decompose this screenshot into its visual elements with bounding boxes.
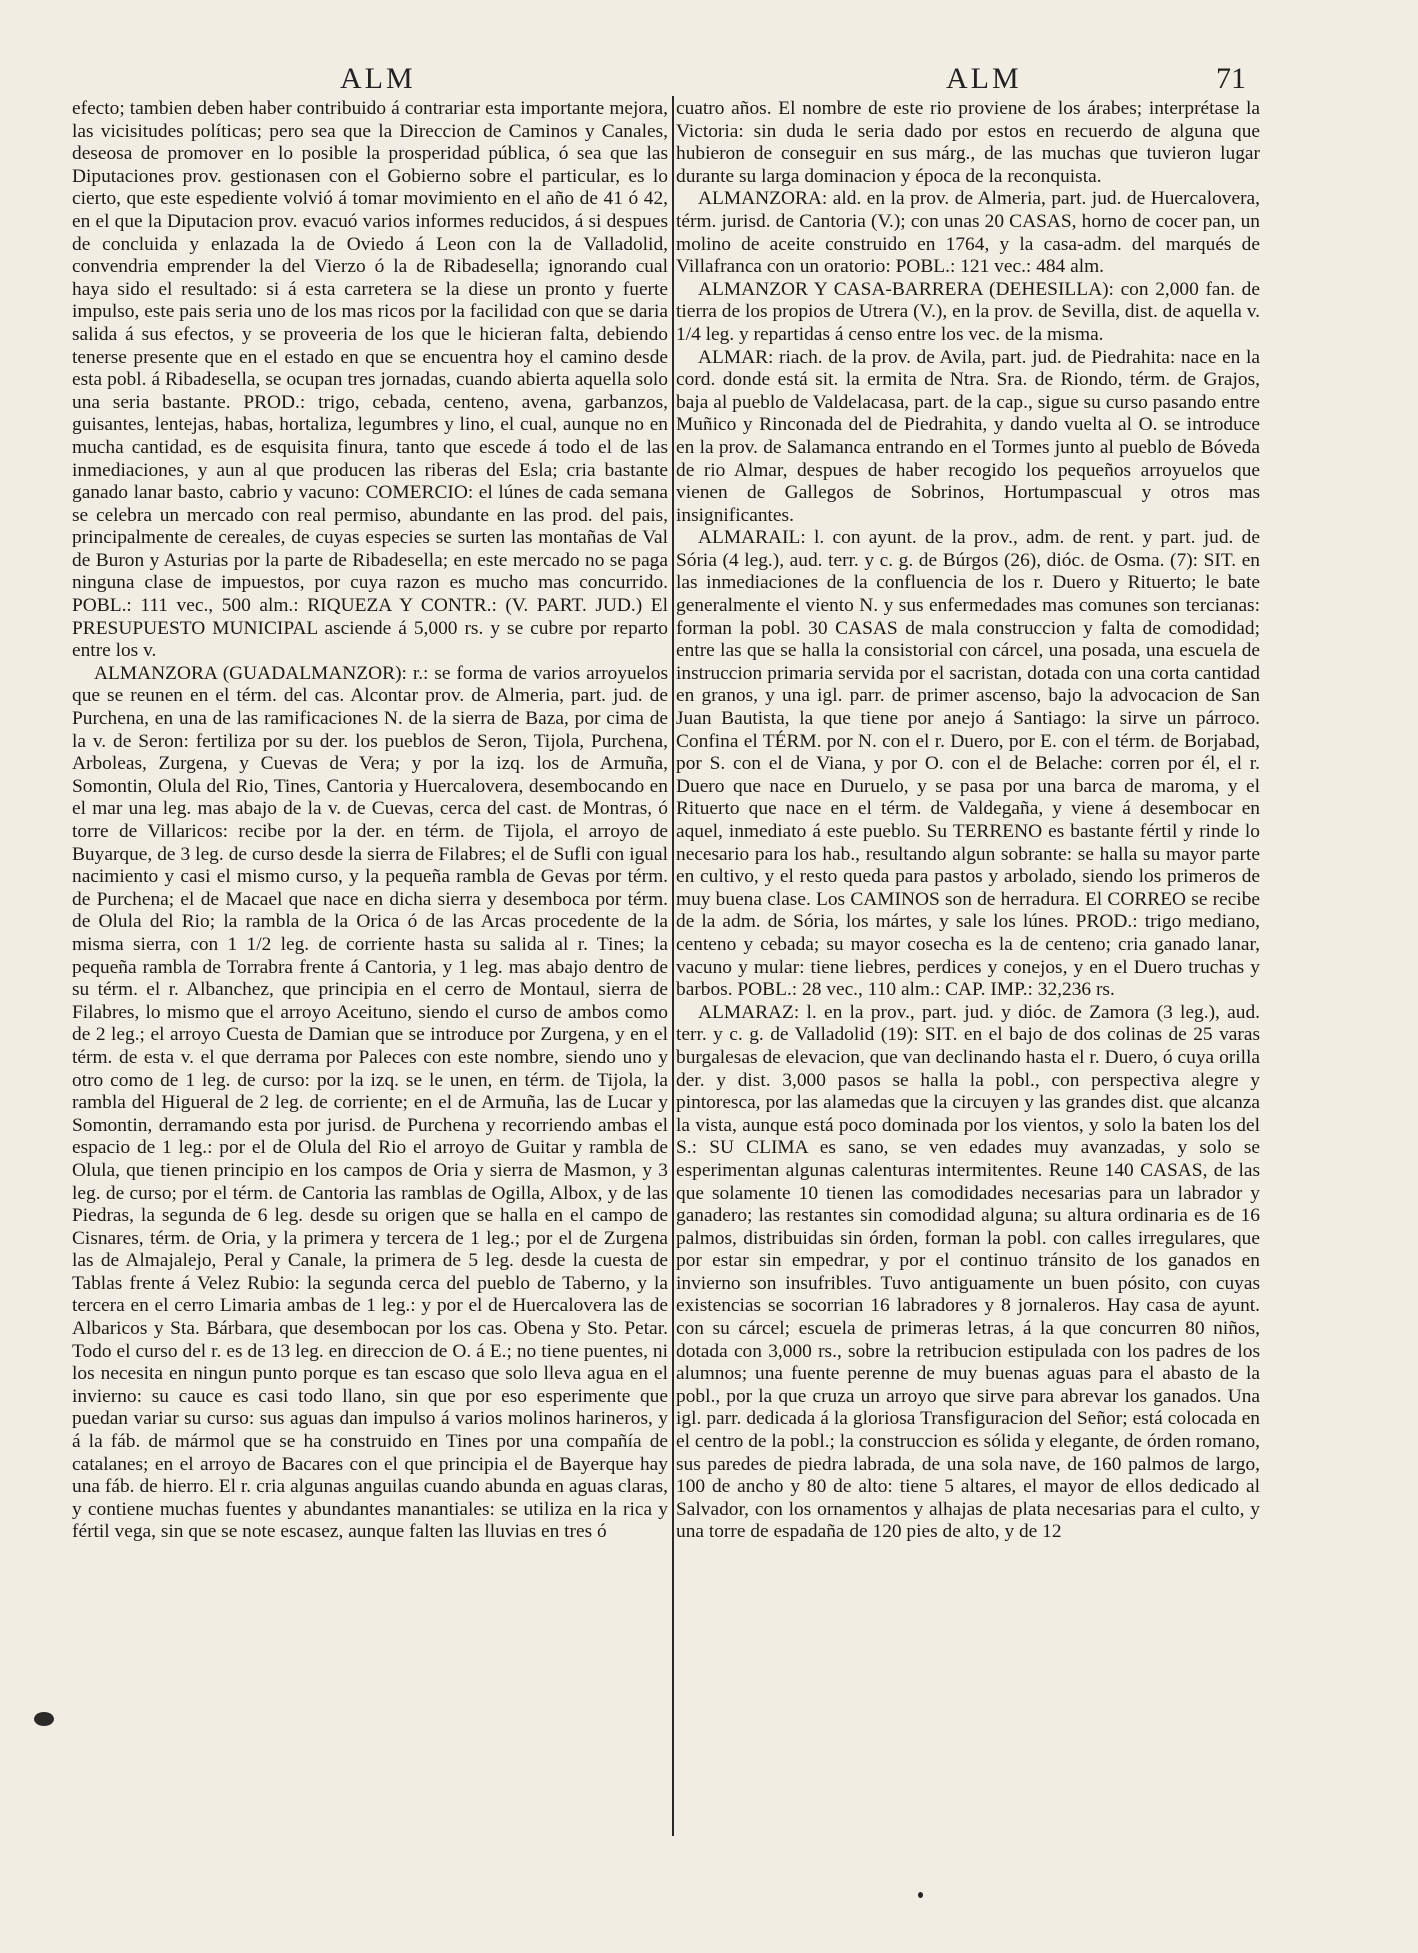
paragraph-continuation: cuatro años. El nombre de este rio proviene de los árabes; interprétase la Victoria: sin duda le seria dado por estos en recuerdo de alguna que hubieron de conseguir en sus márg., de las muchas que tuvieron lugar durante su larga dominacion y época de la reconquista.	[676, 98, 1260, 187]
entry-almanzora-river: ALMANZORA (GUADALMANZOR): r.: se forma de varios arroyuelos que se reunen en el térm. del cas. Alcontar prov. de Almeria, part. jud. de Purchena, en una de las ramificaciones N. de la sierra de Baza, por cima de la v. de Seron: fertiliza por su der. los pueblos de Seron, Tijola, Purchena, Arboleas, Zurgena, y Cuevas de Vera; y por la izq. los de Armuña, Somontin, Olula del Rio, Tines, Cantoria y Huercalovera, desembocando en el mar una leg. mas abajo de la v. de Cuevas, cerca del cast. de Montras, ó torre de Villaricos: recibe por la der. en térm. de Tijola, el arroyo de Buyarque, de 3 leg. de curso desde la sierra de Filabres; el de Sufli con igual nacimiento y casi el mismo curso, y la pequeña rambla de Gevas por térm. de Purchena; el de Macael que nace en dicha sierra y desemboca por térm. de Olula del Rio; la rambla de la Orica ó de las Arcas procedente de la misma sierra, con 1 1/2 leg. de corriente hasta su salida al r. Tines; la pequeña rambla de Torrabra frente á Cantoria, y 1 leg. mas abajo dentro de su térm. el r. Albanchez, que principia en el cerro de Montaul, sierra de Filabres, lo mismo que el arroyo Aceituno, siendo el curso de ambos como de 2 leg.; el arroyo Cuesta de Damian que se introduce por Zurgena, y en el térm. de esta v. el que derrama por Paleces con este nombre, siendo uno y otro como de 1 leg. de curso: por la izq. se le unen, en térm. de Tijola, la rambla del Higueral de 2 leg. de corriente; en el de Armuña, las de Lucar y Somontin, derramando esta por jurisd. de Purchena y recorriendo ambas el espacio de 1 leg.: por el de Olula del Rio el arroyo de Guitar y rambla de Olula, que tienen principio en los campos de Oria y sierra de Masmon, y 3 leg. de curso; por el térm. de Cantoria las ramblas de Ogilla, Albox, y de las Piedras, la segunda de 6 leg. desde su origen que se halla en el campo de Cisnares, térm. de Oria, y la primera y tercera de 1 leg.; por el de Zurgena las de Almajalejo, Peral y Canale, la primera de 5 leg. desde la cuesta de Tablas frente á Velez Rubio: la segunda cerca del pueblo de Taberno, y la tercera en el cerro Limaria ambas de 1 leg.: y por el de Huercalovera las de Albaricos y Sta. Bárbara, que desembocan por los cas. Obena y Sto. Petar. Todo el curso del r. es de 13 leg. en direccion de O. á E.; no tiene puentes, ni los necesita en ningun punto porque es tan escaso que solo lleva agua en el invierno: su cauce es casi todo llano, sin que por eso esperimente que puedan variar su curso: sus aguas dan impulso á varios molinos harineros, y á la fáb. de mármol que se ha construido en Tines por una compañía de catalanes; en el arroyo de Bacares con el que principia el de Bayerque hay una fáb. de hierro. El r. cria algunas anguilas cuando abunda en aguas claras, y contiene muchas fuentes y abundantes manantiales: se utiliza en la rica y fértil vega, sin que se note escasez, aunque falten las lluvias en tres ó	[72, 662, 668, 1543]
running-head-left: ALM	[340, 62, 416, 95]
entry-almanzora-aldea: ALMANZORA: ald. en la prov. de Almeria, part. jud. de Huercalovera, térm. jurisd. de Cantoria (V.); con unas 20 CASAS, horno de cocer pan, un molino de aceite construido en 1764, y la casa-adm. del marqués de Villafranca con un oratorio: POBL.: 121 vec.: 484 alm.	[676, 188, 1260, 278]
printer-mark	[918, 1892, 923, 1898]
right-column	[676, 98, 1260, 1544]
left-column	[72, 98, 668, 1544]
entry-almanzor-casa-barrera: ALMANZOR Y CASA-BARRERA (DEHESILLA): con 2,000 fan. de tierra de los propios de Utrera (V.), en la prov. de Sevilla, dist. de aquella v. 1/4 leg. y repartidas á censo entre los vec. de la misma.	[676, 278, 1260, 345]
entry-almar: ALMAR: riach. de la prov. de Avila, part. jud. de Piedrahita: nace en la cord. donde está sit. la ermita de Ntra. Sra. de Riondo, térm. de Grajos, baja al pueblo de Valdelacasa, part. de la cap., sigue su curso pasando entre Muñico y Rinconada del de Piedrahita, y dando vuelta al O. se introduce en la prov. de Salamanca entrando en el Tormes junto al pueblo de Bóveda de rio Almar, despues de haber recogido los pequeños arroyuelos que vienen de Gallegos de Sobrinos, Hortumpascual y otros mas insignificantes.	[676, 346, 1260, 526]
page-number: 71	[1216, 62, 1246, 95]
entry-almaraz: ALMARAZ: l. en la prov., part. jud. y dióc. de Zamora (3 leg.), aud. terr. y c. g. de Valladolid (19): SIT. en el bajo de dos colinas de 25 varas burgalesas de elevacion, que van declinando hasta el r. Duero, ó cuya orilla der. y dist. 3,000 pasos se halla la pobl., con perspectiva alegre y pintoresca, por las alamedas que la circuyen y las grandes dist. que alcanza la vista, aunque está poco dominada por los vientos, y solo la baten los del S.: SU CLIMA es sano, se ven edades muy avanzadas, y solo se esperimentan algunas calenturas intermitentes. Reune 140 CASAS, de las que solamente 10 tienen las comodidades necesarias para un labrador y ganadero; las restantes sin comodidad alguna; su altura ordinaria es de 16 palmos, distribuidas sin órden, forman la pobl. con calles irregulares, que por estar sin empedrar, y por el continuo tránsito de los ganados en invierno son insufribles. Tuvo antiguamente un buen pósito, con cuyas existencias se socorrian 16 labradores y 8 jornaleros. Hay casa de ayunt. con su cárcel; escuela de primeras letras, á la que concurren 80 niños, dotada con 3,000 rs., sobre la retribucion estipulada con los padres de los alumnos; una fuente perenne de muy buenas aguas para el abasto de la pobl., por la que cruza un arroyo que sirve para abrevar los ganados. Una igl. parr. dedicada á la gloriosa Transfiguracion del Señor; está colocada en el centro de la pobl.; la construccion es sólida y elegante, de órden romano, sus paredes de piedra labrada, de una sola nave, de 160 palmos de largo, 100 de ancho y 80 de alto: tiene 5 altares, el mayor de ellos dedicado al Salvador, con los ornamentos y alhajas de plata necesarias para el culto, y una torre de espadaña de 120 pies de alto, y de 12	[676, 1001, 1260, 1543]
entry-almarail: ALMARAIL: l. con ayunt. de la prov., adm. de rent. y part. jud. de Sória (4 leg.), aud. terr. y c. g. de Búrgos (26), dióc. de Osma. (7): SIT. en las inmediaciones de la confluencia de los r. Duero y Rituerto; le bate generalmente el viento N. y sus enfermedades mas comunes son tercianas: forman la pobl. 30 CASAS de mala construccion y falta de comodidad; entre las que se halla la consistorial con cárcel, una posada, una escuela de instruccion primaria servida por el sacristan, dotada con una corta cantidad en granos, y una igl. parr. de primer ascenso, bajo la advocacion de San Juan Bautista, la que tiene por anejo á Santiago: la sirve un párroco. Confina el TÉRM. por N. con el r. Duero, por E. con el térm. de Borjabad, por S. con el de Viana, y por O. con el de Belache: corren por él, el r. Duero que nace en Duruelo, y se pasa por una barca de maroma, y el Rituerto que nace en el térm. de Valdegaña, y viene á desembocar en aquel, inmediato á este pueblo. Su TERRENO es bastante fértil y rinde lo necesario para los hab., resultando algun sobrante: se halla su mayor parte en cultivo, y el resto queda para pastos y arbolado, siendo los primeros de muy buena clase. Los CAMINOS son de herradura. El CORREO se recibe de la adm. de Sória, los mártes, y sale los lúnes. PROD.: trigo mediano, centeno y cebada; su mayor cosecha es la de centeno; cria ganado lanar, vacuno y mular: tiene liebres, perdices y conejos, y en el Duero truchas y barbos. POBL.: 28 vec., 110 alm.: CAP. IMP.: 32,236 rs.	[676, 527, 1260, 1001]
paragraph-continuation: efecto; tambien deben haber contribuido á contrariar esta importante mejora, las vicisitudes políticas; pero sea que la Direccion de Caminos y Canales, deseosa de promover en lo posible la prosperidad pública, ó sea que las Diputaciones prov. gestionasen con el Gobierno sobre el particular, es lo cierto, que este espediente volvió á tomar movimiento en el año de 41 ó 42, en el que la Diputacion prov. evacuó varios informes reducidos, á si despues de concluida y enlazada la de Oviedo á Leon con la de Valladolid, convendria emprender la del Vierzo ó la de Ribadesella; ignorando cual haya sido el resultado: si á esta carretera se la diese un pronto y fuerte impulso, este pais seria uno de los mas ricos por la facilidad con que se daria salida á sus efectos, y se proveeria de los que le hicieran falta, debiendo tenerse presente que en el estado en que se encuentra hoy el camino desde esta pobl. á Ribadesella, se ocupan tres jornadas, cuando abierta aquella solo una seria bastante. PROD.: trigo, cebada, centeno, avena, garbanzos, guisantes, lentejas, habas, hortaliza, legumbres y lino, el cual, aunque no en mucha cantidad, es de esquisita finura, tanto que escede á todo el de las inmediaciones, y aun al que producen las riberas del Esla; cria bastante ganado lanar basto, cabrio y vacuno: COMERCIO: el lúnes de cada semana se celebra un mercado con real permiso, abundante en las prod. del pais, principalmente de cereales, de cuyas especies se surten las montañas de Val de Buron y Asturias por la parte de Ribadesella; en este mercado no se paga ninguna clase de impuestos, por cuya razon es mucho mas concurrido. POBL.: 111 vec., 500 alm.: RIQUEZA Y CONTR.: (V. PART. JUD.) El PRESUPUESTO MUNICIPAL asciende á 5,000 rs. y se cubre por reparto entre los v.	[72, 98, 668, 662]
column-rule	[672, 96, 674, 1836]
ink-blot	[34, 1712, 54, 1726]
running-head-right: ALM	[946, 62, 1022, 95]
